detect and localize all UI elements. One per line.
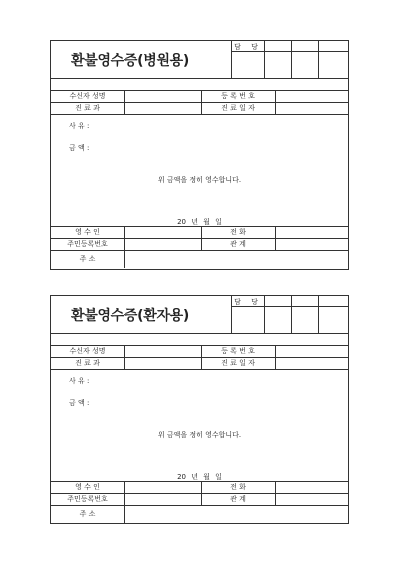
- row-address: [51, 251, 348, 268]
- spacer-row: [51, 334, 348, 346]
- reg-no-label: 등 록 번 호: [221, 347, 255, 355]
- recipient-name-label: 수신자 성명: [69, 347, 106, 355]
- receipt-statement: 위 금액을 정히 영수합니다.: [157, 431, 242, 439]
- row-resident-no: [51, 494, 348, 506]
- relation-label: 관 계: [230, 240, 246, 248]
- row-recipient: [51, 91, 348, 103]
- address-label: 주 소: [79, 510, 96, 518]
- receipt-body: [51, 115, 348, 227]
- amount-label: 금 액 :: [69, 399, 90, 407]
- relation-label: 관 계: [230, 495, 246, 503]
- department-label: 진 료 과: [75, 104, 100, 112]
- receiver-label: 영 수 인: [75, 483, 100, 491]
- row-receiver: [51, 482, 348, 494]
- receipt-title: 환불영수증(환자용): [71, 308, 189, 324]
- address-label: 주 소: [79, 255, 96, 263]
- receipt-body: [51, 370, 348, 482]
- reason-label: 사 유 :: [69, 377, 90, 385]
- approval-label: 담 당: [234, 43, 262, 51]
- reason-label: 사 유 :: [69, 122, 90, 130]
- resident-no-label: 주민등록번호: [67, 495, 108, 503]
- visit-date-label: 진 료 일 자: [221, 359, 255, 367]
- refund-receipt-patient: [50, 295, 349, 524]
- row-resident-no: [51, 239, 348, 251]
- phone-label: 전 화: [230, 483, 246, 491]
- row-recipient: [51, 346, 348, 358]
- receipt-title: 환불영수증(병원용): [71, 53, 189, 69]
- row-department: [51, 358, 348, 370]
- visit-date-label: 진 료 일 자: [221, 104, 255, 112]
- amount-label: 금 액 :: [69, 144, 90, 152]
- row-department: [51, 103, 348, 115]
- refund-receipt-hospital: [50, 40, 349, 270]
- approval-label: 담 당: [234, 298, 262, 306]
- row-receiver: [51, 227, 348, 239]
- date-line: 20 년 월 일: [177, 473, 222, 481]
- resident-no-label: 주민등록번호: [67, 240, 108, 248]
- recipient-name-label: 수신자 성명: [69, 92, 106, 100]
- approval-grid: [231, 41, 349, 78]
- receipt-header: [51, 41, 348, 79]
- department-label: 진 료 과: [75, 359, 100, 367]
- reg-no-label: 등 록 번 호: [221, 92, 255, 100]
- receiver-label: 영 수 인: [75, 228, 100, 236]
- receipt-statement: 위 금액을 정히 영수합니다.: [157, 176, 242, 184]
- date-line: 20 년 월 일: [177, 218, 222, 226]
- approval-grid: [231, 296, 349, 333]
- row-address: [51, 506, 348, 523]
- spacer-row: [51, 79, 348, 91]
- phone-label: 전 화: [230, 228, 246, 236]
- receipt-header: [51, 296, 348, 334]
